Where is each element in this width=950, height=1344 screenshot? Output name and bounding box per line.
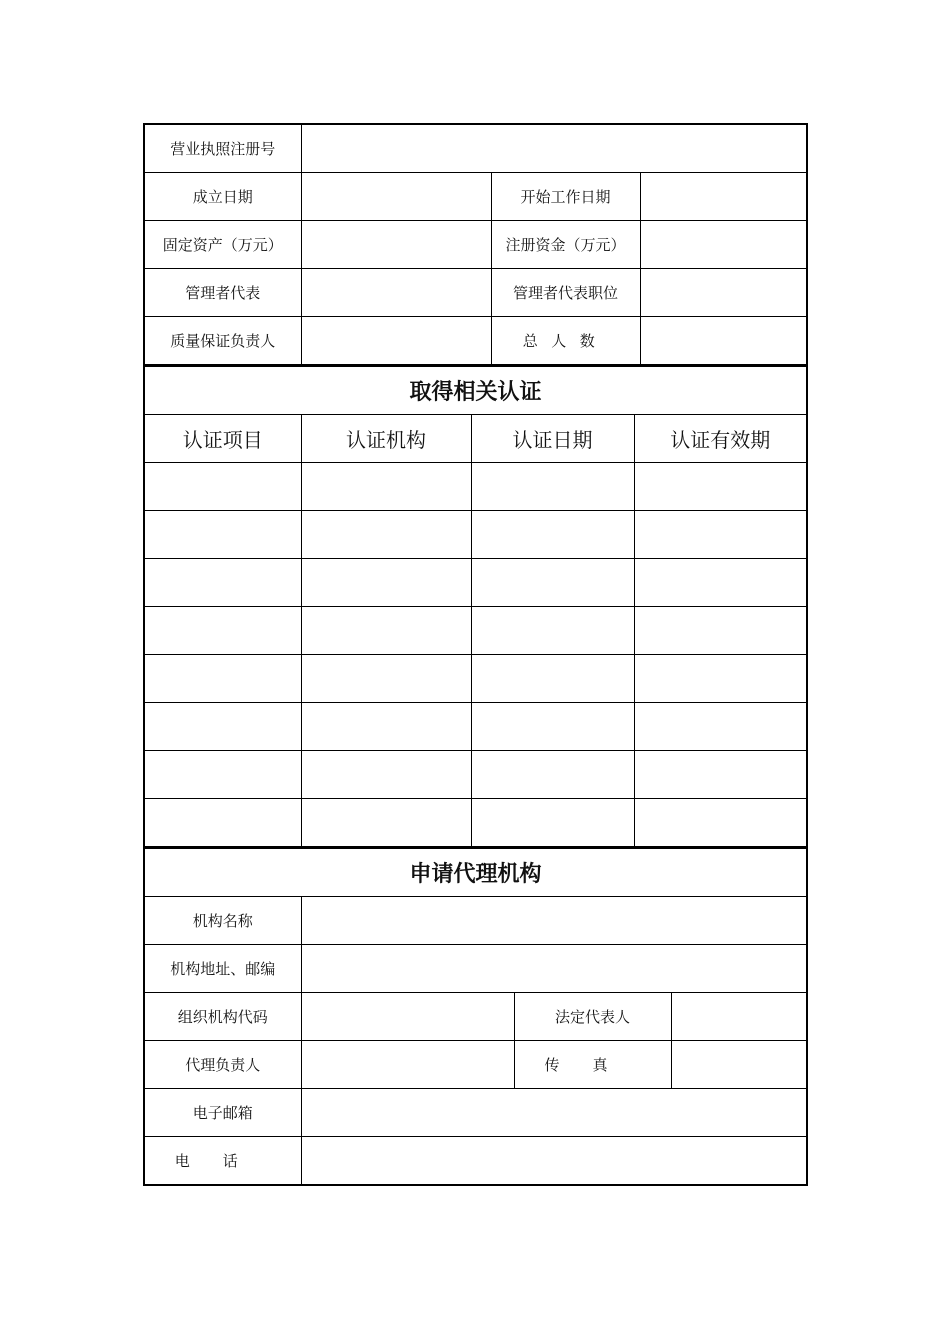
cert-col-date: 认证日期 [471, 415, 634, 463]
agency-table [143, 847, 808, 1186]
cert-item-cell[interactable] [144, 463, 301, 511]
cert-item-cell[interactable] [144, 799, 301, 847]
cert-date-cell[interactable] [471, 559, 634, 607]
agency-name-field[interactable] [301, 897, 807, 945]
qa-row [144, 317, 807, 365]
fax-field[interactable] [671, 1041, 807, 1089]
cert-item-cell[interactable] [144, 751, 301, 799]
company-info-table [143, 123, 808, 365]
table-row [144, 751, 807, 799]
registered-capital-field[interactable] [640, 221, 807, 269]
assets-row [144, 221, 807, 269]
cert-agency-cell[interactable] [301, 655, 471, 703]
headcount-field[interactable] [640, 317, 807, 365]
established-row [144, 173, 807, 221]
established-field[interactable] [301, 173, 491, 221]
cert-agency-cell[interactable] [301, 751, 471, 799]
table-row [144, 463, 807, 511]
cert-validity-cell[interactable] [634, 607, 807, 655]
org-code-field[interactable] [301, 993, 514, 1041]
phone-field[interactable] [301, 1137, 807, 1186]
manager-position-label: 管理者代表职位 [491, 269, 640, 317]
cert-validity-cell[interactable] [634, 511, 807, 559]
qa-person-label: 质量保证负责人 [144, 317, 301, 365]
cert-col-agency: 认证机构 [301, 415, 471, 463]
agent-person-field[interactable] [301, 1041, 514, 1089]
cert-validity-cell[interactable] [634, 751, 807, 799]
registration-row [144, 124, 807, 173]
agency-title-row [144, 848, 807, 897]
start-work-label: 开始工作日期 [491, 173, 640, 221]
cert-validity-cell[interactable] [634, 559, 807, 607]
application-form [143, 123, 806, 1186]
fixed-assets-field[interactable] [301, 221, 491, 269]
certification-section-title: 取得相关认证 [144, 366, 807, 415]
cert-agency-cell[interactable] [301, 559, 471, 607]
certification-table [143, 365, 808, 847]
registration-no-label: 营业执照注册号 [144, 124, 301, 173]
manager-field[interactable] [301, 269, 491, 317]
fax-label: 传真 [514, 1041, 671, 1089]
phone-label: 电话 [144, 1137, 301, 1186]
agency-name-row [144, 897, 807, 945]
cert-col-item: 认证项目 [144, 415, 301, 463]
email-label: 电子邮箱 [144, 1089, 301, 1137]
agent-person-row [144, 1041, 807, 1089]
fixed-assets-label: 固定资产（万元） [144, 221, 301, 269]
registration-no-field[interactable] [301, 124, 807, 173]
table-row [144, 559, 807, 607]
cert-item-cell[interactable] [144, 607, 301, 655]
cert-agency-cell[interactable] [301, 607, 471, 655]
agency-address-field[interactable] [301, 945, 807, 993]
certification-header-row [144, 415, 807, 463]
table-row [144, 607, 807, 655]
agent-person-label: 代理负责人 [144, 1041, 301, 1089]
cert-validity-cell[interactable] [634, 799, 807, 847]
cert-item-cell[interactable] [144, 511, 301, 559]
cert-date-cell[interactable] [471, 607, 634, 655]
cert-date-cell[interactable] [471, 655, 634, 703]
legal-rep-label: 法定代表人 [514, 993, 671, 1041]
manager-label: 管理者代表 [144, 269, 301, 317]
table-row [144, 703, 807, 751]
cert-date-cell[interactable] [471, 511, 634, 559]
agency-address-label: 机构地址、邮编 [144, 945, 301, 993]
qa-person-field[interactable] [301, 317, 491, 365]
table-row [144, 511, 807, 559]
cert-date-cell[interactable] [471, 463, 634, 511]
cert-item-cell[interactable] [144, 655, 301, 703]
org-code-label: 组织机构代码 [144, 993, 301, 1041]
established-label: 成立日期 [144, 173, 301, 221]
table-row [144, 655, 807, 703]
email-row [144, 1089, 807, 1137]
start-work-field[interactable] [640, 173, 807, 221]
cert-validity-cell[interactable] [634, 463, 807, 511]
headcount-label: 总人数 [491, 317, 640, 365]
cert-date-cell[interactable] [471, 703, 634, 751]
email-field[interactable] [301, 1089, 807, 1137]
agency-section-title: 申请代理机构 [144, 848, 807, 897]
certification-title-row [144, 366, 807, 415]
manager-position-field[interactable] [640, 269, 807, 317]
cert-validity-cell[interactable] [634, 655, 807, 703]
cert-date-cell[interactable] [471, 799, 634, 847]
table-row [144, 799, 807, 847]
manager-row [144, 269, 807, 317]
cert-agency-cell[interactable] [301, 511, 471, 559]
cert-col-validity: 认证有效期 [634, 415, 807, 463]
cert-agency-cell[interactable] [301, 463, 471, 511]
registered-capital-label: 注册资金（万元） [491, 221, 640, 269]
cert-validity-cell[interactable] [634, 703, 807, 751]
cert-date-cell[interactable] [471, 751, 634, 799]
phone-row [144, 1137, 807, 1186]
agency-address-row [144, 945, 807, 993]
org-code-row [144, 993, 807, 1041]
cert-agency-cell[interactable] [301, 799, 471, 847]
cert-item-cell[interactable] [144, 559, 301, 607]
agency-name-label: 机构名称 [144, 897, 301, 945]
cert-item-cell[interactable] [144, 703, 301, 751]
cert-agency-cell[interactable] [301, 703, 471, 751]
legal-rep-field[interactable] [671, 993, 807, 1041]
